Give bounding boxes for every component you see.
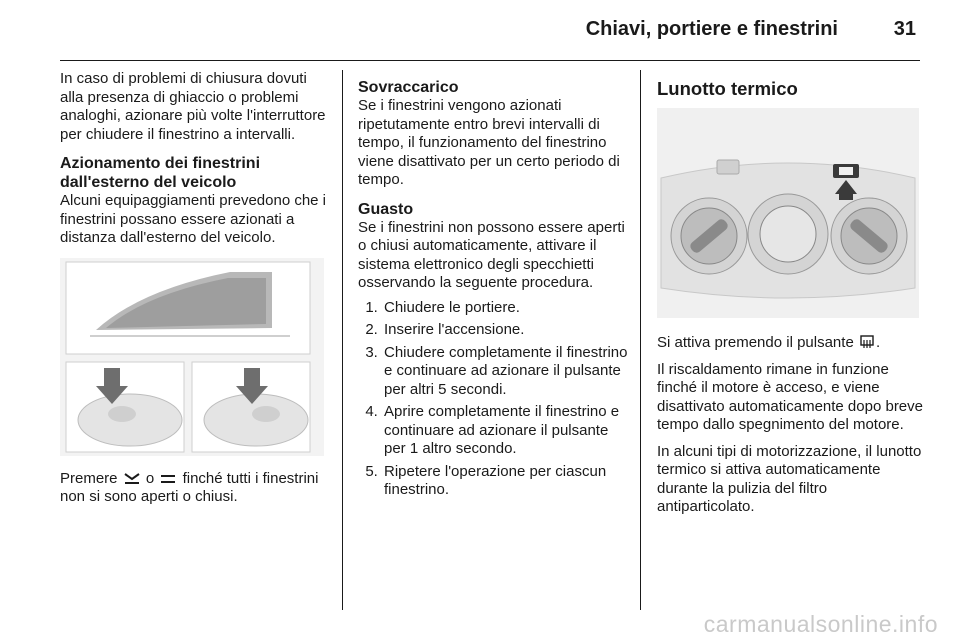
- window-key-drawing: [60, 258, 324, 456]
- list-item: 2. Inserire l'accensione.: [382, 321, 630, 340]
- column-right: [657, 70, 925, 525]
- activate-text: Si attiva premendo il pulsante .: [657, 334, 881, 351]
- page-header: [60, 0, 920, 61]
- column-divider: [640, 70, 641, 610]
- list-item: 3. Chiudere completamente il finestrino e continuare ad azionare il pulsante per altri 5 secondi.: [382, 344, 630, 400]
- key-caption: Premere o finché tutti i finestrini non si sono aperti o chiusi.: [60, 469, 319, 505]
- rear-defroster-heading: Lunotto termico: [657, 78, 798, 99]
- remote-operation-heading: Azionamento dei finestrini dall'esterno del veicolo: [60, 155, 261, 191]
- window-close-icon: [124, 473, 140, 485]
- list-item: 4. Aprire completamente il finestrino e continuare ad azionare il pulsante per 1 altro secondo.: [382, 403, 630, 459]
- overload-heading: Sovraccarico: [358, 79, 459, 96]
- section-title: Chiavi, portiere e finestrini: [585, 18, 838, 40]
- column-middle: [358, 70, 630, 504]
- fault-steps-list: [358, 299, 630, 500]
- heating-duration-text: Il riscaldamento rimane in funzione finché il motore è acceso, e viene disattivato automaticamente dopo breve tempo dallo spegnimento del motore.: [657, 360, 923, 433]
- window-open-icon: [160, 473, 176, 485]
- column-divider: [342, 70, 343, 610]
- fault-text: Se i finestrini non possono essere aperti o chiusi automaticamente, attivare il sistema elettronico degli specchietti osservando la seguente procedura.: [358, 218, 625, 291]
- page-number: 31: [893, 18, 916, 40]
- list-item: 1. Chiudere le portiere.: [382, 299, 630, 318]
- auto-activation-text: In alcuni tipi di motorizzazione, il lunotto termico si attiva automaticamente durante la pulizia del filtro antiparticolato.: [657, 442, 922, 515]
- column-left: [60, 70, 328, 515]
- heater-controls-illustration: [657, 108, 919, 318]
- window-key-illustration: [60, 258, 324, 456]
- list-item: 5. Ripetere l'operazione per ciascun finestrino.: [382, 463, 630, 500]
- rear-window-heater-icon: [860, 335, 874, 349]
- heater-controls-drawing: [657, 108, 919, 318]
- remote-operation-text: Alcuni equipaggiamenti prevedono che i finestrini possano essere azionati a distanza dall'esterno del veicolo.: [60, 192, 327, 246]
- overload-text: Se i finestrini vengono azionati ripetutamente entro brevi intervalli di tempo, il funzionamento del finestrino viene disattivato per un certo periodo di tempo.: [358, 97, 620, 188]
- watermark: carmanualsonline.info: [703, 611, 938, 637]
- fault-heading: Guasto: [358, 200, 414, 218]
- intro-paragraph: In caso di problemi di chiusura dovuti alla presenza di ghiaccio o problemi analoghi, azionare più volte l'interruttore per chiudere il finestrino a intervalli.: [60, 70, 326, 143]
